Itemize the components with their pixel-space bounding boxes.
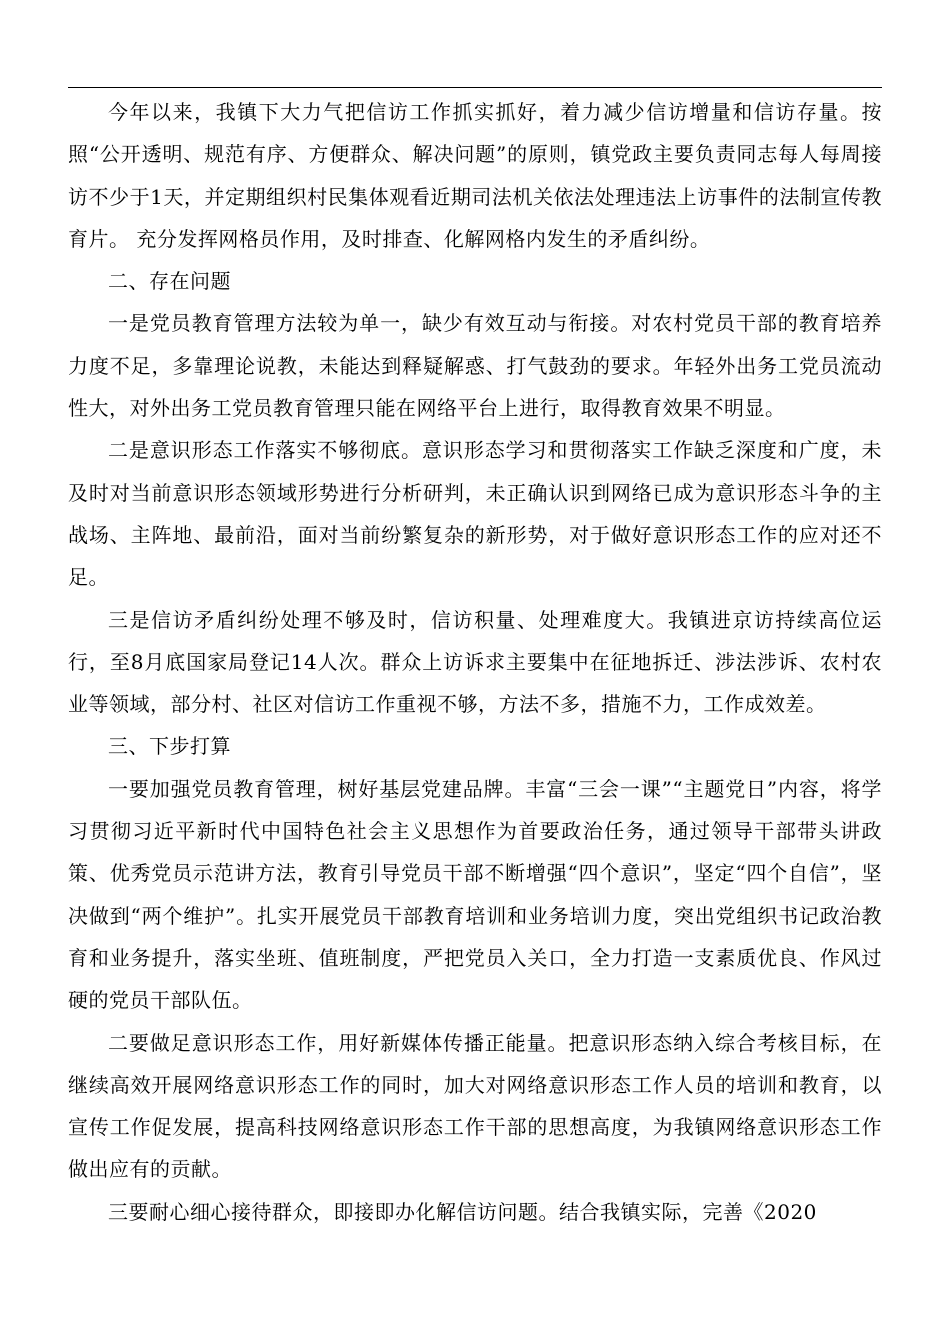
paragraph-plan-ideology: 二要做足意识形态工作，用好新媒体传播正能量。把意识形态纳入综合考核目标，在继续高效开展网络意识形态工作的同时，加大对网络意识形态工作人员的培训和教育，以宣传工作促发展，提高科技网络意识形态工作干部的思想高度，为我镇网络意识形态工作做出应有的贡献。 bbox=[68, 1030, 882, 1182]
header-rule bbox=[68, 87, 882, 88]
paragraph-problem-ideology: 二是意识形态工作落实不够彻底。意识形态学习和贯彻落实工作缺乏深度和广度，未及时对当前意识形态领域形势进行分析研判，未正确认识到网络已成为意识形态斗争的主战场、主阵地、最前沿，面对当前纷繁复杂的新形势，对于做好意识形态工作的应对还不足。 bbox=[68, 438, 882, 590]
paragraph-petition-intro: 今年以来，我镇下大力气把信访工作抓实抓好，着力减少信访增量和信访存量。按照“公开透明、规范有序、方便群众、解决问题”的原则，镇党政主要负责同志每人每周接访不少于1天，并定期组织村民集体观看近期司法机关依法处理违法上访事件的法制宣传教育片。 充分发挥网格员作用，及时排查、化解网格内发生的矛盾纠纷。 bbox=[68, 100, 882, 251]
document-body bbox=[68, 91, 882, 1233]
section-heading-next-steps: 三、下步打算 bbox=[108, 734, 231, 759]
section-heading-problems: 二、存在问题 bbox=[108, 269, 231, 294]
paragraph-plan-party-education: 一要加强党员教育管理，树好基层党建品牌。丰富“三会一课”“主题党日”内容，将学习贯彻习近平新时代中国特色社会主义思想作为首要政治任务，通过领导干部带头讲政策、优秀党员示范讲方法，教育引导党员干部不断增强“四个意识”，坚定“四个自信”，坚决做到“两个维护”。扎实开展党员干部教育培训和业务培训力度，突出党组织书记政治教育和业务提升，落实坐班、值班制度，严把党员入关口，全力打造一支素质优良、作风过硬的党员干部队伍。 bbox=[68, 776, 882, 1013]
paragraph-problem-party-education: 一是党员教育管理方法较为单一，缺少有效互动与衔接。对农村党员干部的教育培养力度不足，多靠理论说教，未能达到释疑解惑、打气鼓劲的要求。年轻外出务工党员流动性大，对外出务工党员教育管理只能在网络平台上进行，取得教育效果不明显。 bbox=[68, 311, 882, 421]
paragraph-plan-petition: 三要耐心细心接待群众，即接即办化解信访问题。结合我镇实际，完善《2020 bbox=[108, 1199, 817, 1224]
paragraph-problem-petition: 三是信访矛盾纠纷处理不够及时，信访积量、处理难度大。我镇进京访持续高位运行，至8月底国家局登记14人次。群众上访诉求主要集中在征地拆迁、涉法涉诉、农村农业等领域，部分村、社区对信访工作重视不够，方法不多，措施不力，工作成效差。 bbox=[68, 607, 882, 717]
